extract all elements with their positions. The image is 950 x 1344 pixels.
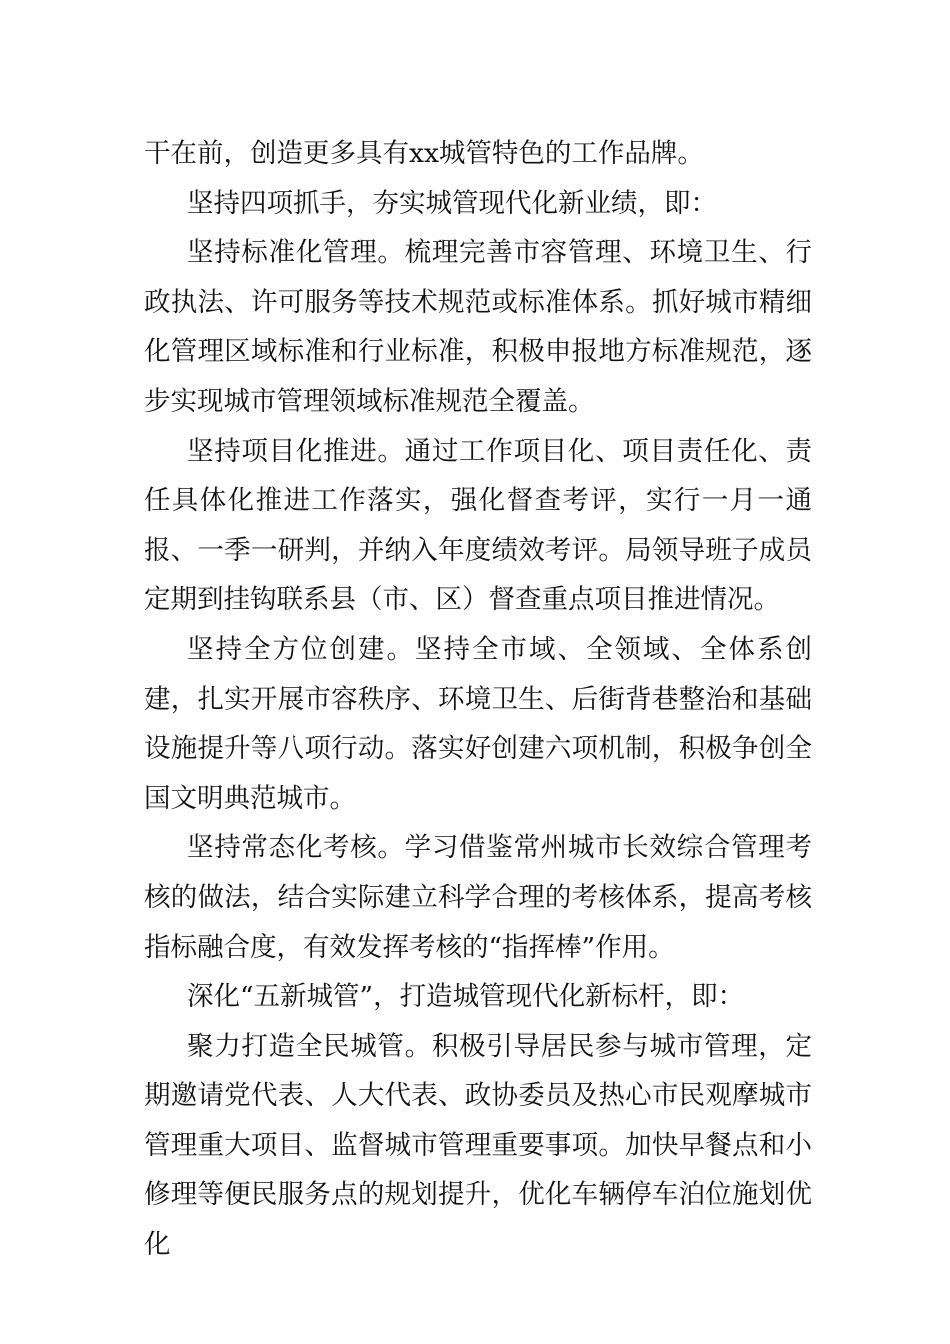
- paragraph-7: 深化“五新城管”，打造城管现代化新标杆，即：: [187, 981, 745, 1013]
- paragraph-2: 坚持四项抓手，夯实城管现代化新业绩，即：: [187, 187, 717, 219]
- paragraph-1: 干在前，创造更多具有xx城管特色的工作品牌。: [144, 138, 704, 169]
- paragraph-5: 坚持全方位创建。坚持全市域、全领域、全体系创建，扎实开展市容秩序、环境卫生、后街背巷整治和基础设施提升等八项行动。落实好创建六项机制，积极争创全国文明典范城市。: [144, 633, 812, 814]
- paragraph-8: 聚力打造全民城管。积极引导居民参与城市管理，定期邀请党代表、人大代表、政协委员及热心市民观摩城市管理重大项目、监督城市管理重要事项。加快早餐点和小修理等便民服务点的规划提升，优化车辆停车泊位施划优化: [144, 1030, 812, 1261]
- paragraph-6: 坚持常态化考核。学习借鉴常州城市长效综合管理考核的做法，结合实际建立科学合理的考核体系，提高考核指标融合度，有效发挥考核的“指挥棒”作用。: [144, 832, 812, 963]
- paragraph-4: 坚持项目化推进。通过工作项目化、项目责任化、责任具体化推进工作落实，强化督查考评，实行一月一通报、一季一研判，并纳入年度绩效考评。局领导班子成员定期到挂钩联系县（市、区）督查重点项目推进情况。: [144, 435, 812, 616]
- document-body: [144, 129, 812, 1270]
- paragraph-3: 坚持标准化管理。梳理完善市容管理、环境卫生、行政执法、许可服务等技术规范或标准体系。抓好城市精细化管理区域标准和行业标准，积极申报地方标准规范，逐步实现城市管理领域标准规范全覆盖。: [144, 237, 812, 417]
